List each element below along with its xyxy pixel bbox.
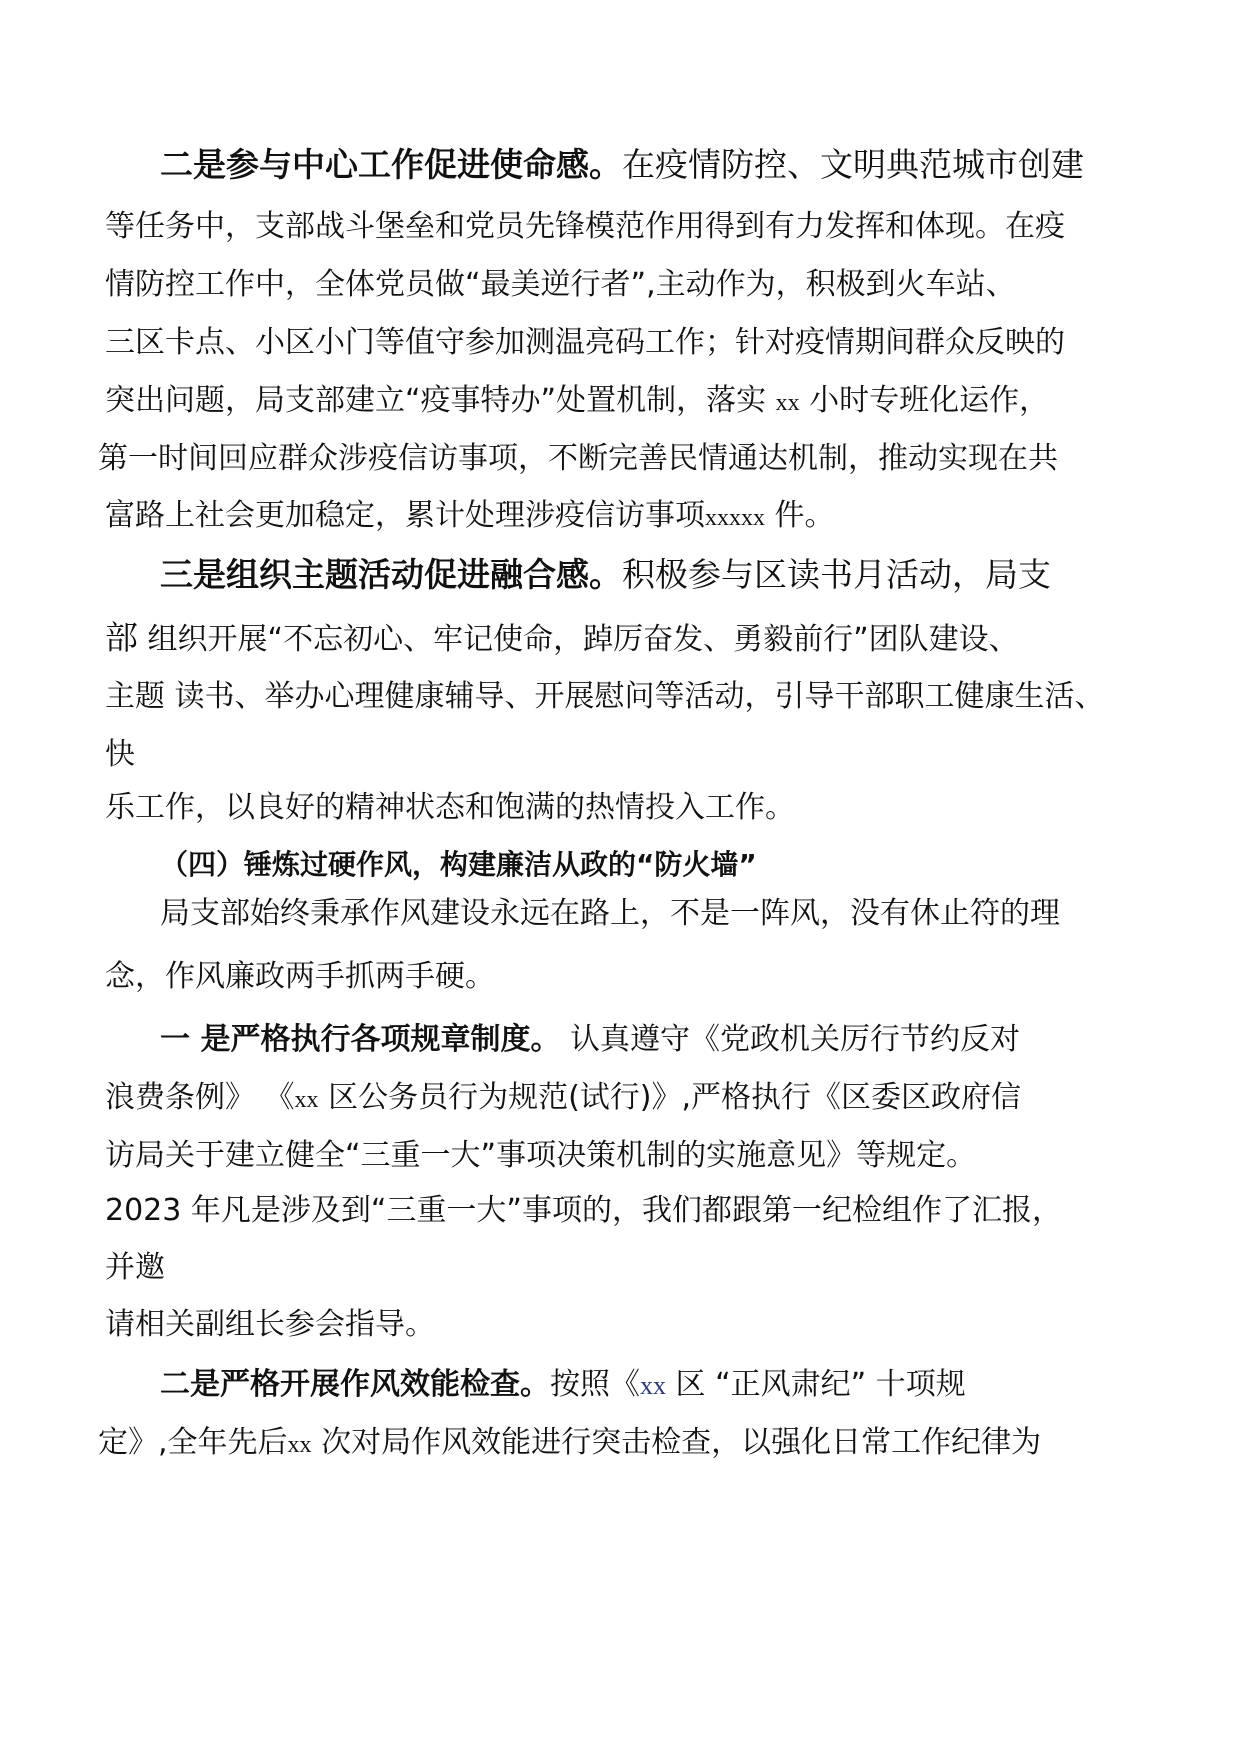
- para4-line1-placeholder: xx: [640, 1371, 666, 1400]
- para1-line5-a: 突出问题，局支部建立“疫事特办”处置机制，落实: [105, 383, 776, 418]
- para2-line2: [105, 618, 1019, 660]
- para1-line7-a: 富路上社会更加稳定，累计处理涉疫信访事项: [105, 498, 705, 533]
- para1-line4: 三区卡点、小区小门等值守参加测温亮码工作；针对疫情期间群众反映的: [105, 325, 1065, 360]
- para2-line2-text: 组织开展“不忘初心、牢记使命，踔厉奋发、勇毅前行”团队建设、: [138, 622, 1019, 657]
- para1-line5-placeholder: xx: [775, 390, 800, 416]
- para3-line2-b: 区公务员行为规范(试行)》,严格执行《区委区政府信: [318, 1080, 1022, 1115]
- para2-line1-text: 积极参与区读书月活动，局支: [622, 555, 1051, 594]
- para4-line2-a: 定》,全年先后: [98, 1425, 288, 1460]
- para1-line5-b: 小时专班化运作，: [799, 383, 1050, 418]
- para3-line3: 访局关于建立健全“三重一大”事项决策机制的实施意见》等规定。: [105, 1138, 977, 1173]
- section4-line1: 局支部始终秉承作风建设永远在路上，不是一阵风，没有休止符的理: [160, 896, 1060, 931]
- para3-line2-placeholder: xx: [294, 1087, 319, 1113]
- para2-line5: 乐工作，以良好的精神状态和饱满的热情投入工作。: [105, 790, 795, 825]
- section4-line2: 念，作风廉政两手抓两手硬。: [105, 959, 495, 994]
- para1-line7: [105, 496, 835, 538]
- para1-line3: 情防控工作中，全体党员做“最美逆行者”,主动作为，积极到火车站、: [105, 267, 1016, 302]
- para4-line2-b: 次对局作风效能进行突击检查，以强化日常工作纪律为: [311, 1425, 1042, 1460]
- para1-line5: [105, 381, 1049, 423]
- para4-line2: [98, 1423, 1041, 1465]
- para3-line5: 并邀: [105, 1250, 165, 1285]
- para4-line1-b: 区 “正风肃纪” 十项规: [666, 1367, 966, 1402]
- para1-line2: 等任务中，支部战斗堡垒和党员先锋模范作用得到有力发挥和体现。在疫: [105, 209, 1065, 244]
- para1-line1: [160, 145, 1084, 187]
- para3-line1: [160, 1020, 1020, 1060]
- para4-line2-placeholder: xx: [287, 1432, 312, 1458]
- para2-heading: 三是组织主题活动促进融合感。: [160, 555, 622, 594]
- para1-line7-b: 件。: [765, 498, 835, 533]
- para3-line2-a: 浪费条例》 《: [105, 1080, 295, 1115]
- para4-line1: [160, 1365, 966, 1406]
- para3-line6: 请相关副组长参会指导。: [105, 1307, 435, 1342]
- para2-line2-big: 部: [105, 618, 138, 657]
- section4-heading: （四）锤炼过硬作风，构建廉洁从政的“防火墙”: [160, 848, 757, 881]
- para3-line1-text: 认真遵守《党政机关厉行节约反对: [560, 1022, 1020, 1057]
- para3-line4: 2023 年凡是涉及到“三重一大”事项的，我们都跟第一纪检组作了汇报，: [105, 1193, 1062, 1228]
- para1-heading: 二是参与中心工作促进使命感。: [160, 145, 622, 184]
- para3-heading: 一 是严格执行各项规章制度。: [160, 1022, 561, 1057]
- para2-line4: 快: [105, 737, 135, 772]
- para1-line7-placeholder: xxxxx: [705, 505, 765, 531]
- para4-heading: 二是严格开展作风效能检查。: [160, 1367, 550, 1402]
- para4-line1-a: 按照《: [550, 1367, 640, 1402]
- para2-line1: [160, 555, 1051, 597]
- para2-line3: 主题 读书、举办心理健康辅导、开展慰问等活动，引导干部职工健康生活、: [105, 679, 1105, 714]
- para1-line6: 第一时间回应群众涉疫信访事项，不断完善民情通达机制，推动实现在共: [98, 441, 1058, 476]
- para1-line1-text: 在疫情防控、文明典范城市创建: [622, 145, 1084, 184]
- para3-line2: [105, 1078, 1021, 1120]
